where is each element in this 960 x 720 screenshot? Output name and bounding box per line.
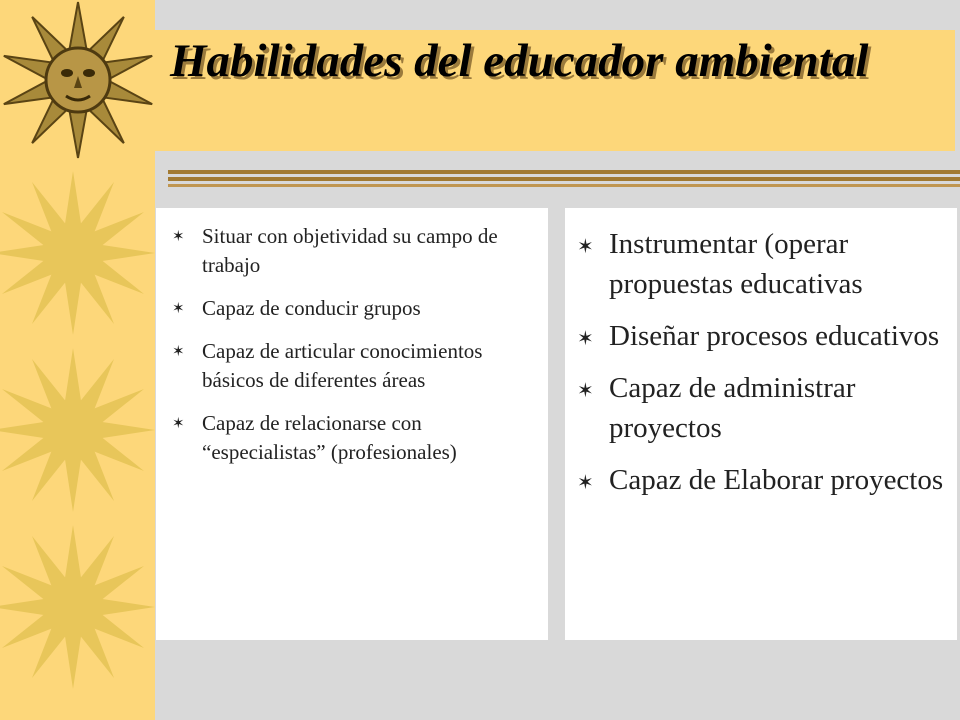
list-item xyxy=(172,294,538,323)
star-bullet-icon: ✶ xyxy=(172,416,185,432)
star-bullet-icon: ✶ xyxy=(577,472,594,494)
right-content-panel xyxy=(565,208,957,640)
list-item-text: Instrumentar (operar propuestas educativas xyxy=(609,228,863,300)
left-content-panel xyxy=(156,208,548,640)
list-item-text: Capaz de articular conocimientos básicos de diferentes áreas xyxy=(202,339,483,392)
left-bullet-list xyxy=(156,208,548,467)
list-item xyxy=(577,224,947,304)
right-bullet-list xyxy=(565,208,957,500)
list-item xyxy=(577,368,947,448)
star-bullet-icon: ✶ xyxy=(577,328,594,350)
list-item-text: Capaz de Elaborar proyectos xyxy=(609,464,944,496)
list-item xyxy=(577,316,947,356)
list-item-text: Capaz de conducir grupos xyxy=(202,296,421,320)
list-item xyxy=(577,460,947,500)
slide-title: Habilidades del educador ambiental xyxy=(170,35,869,87)
list-item-text: Capaz de administrar proyectos xyxy=(609,372,856,444)
title-divider xyxy=(168,184,960,187)
title-divider xyxy=(168,177,960,181)
sun-face-icon xyxy=(0,0,155,170)
star-bullet-icon: ✶ xyxy=(577,380,594,402)
list-item xyxy=(172,409,538,467)
decorative-sidebar xyxy=(0,0,155,720)
star-bullet-icon: ✶ xyxy=(172,301,185,317)
list-item xyxy=(172,222,538,280)
sun-burst-icon xyxy=(0,522,155,692)
list-item-text: Situar con objetividad su campo de trabajo xyxy=(202,224,498,277)
star-bullet-icon: ✶ xyxy=(172,229,185,245)
sun-burst-icon xyxy=(0,345,155,515)
star-bullet-icon: ✶ xyxy=(577,236,594,258)
title-divider xyxy=(168,170,960,174)
star-bullet-icon: ✶ xyxy=(172,344,185,360)
list-item-text: Diseñar procesos educativos xyxy=(609,320,940,352)
sun-burst-icon xyxy=(0,168,155,338)
list-item xyxy=(172,337,538,395)
list-item-text: Capaz de relacionarse con “especialistas” (profesionales) xyxy=(202,411,457,464)
